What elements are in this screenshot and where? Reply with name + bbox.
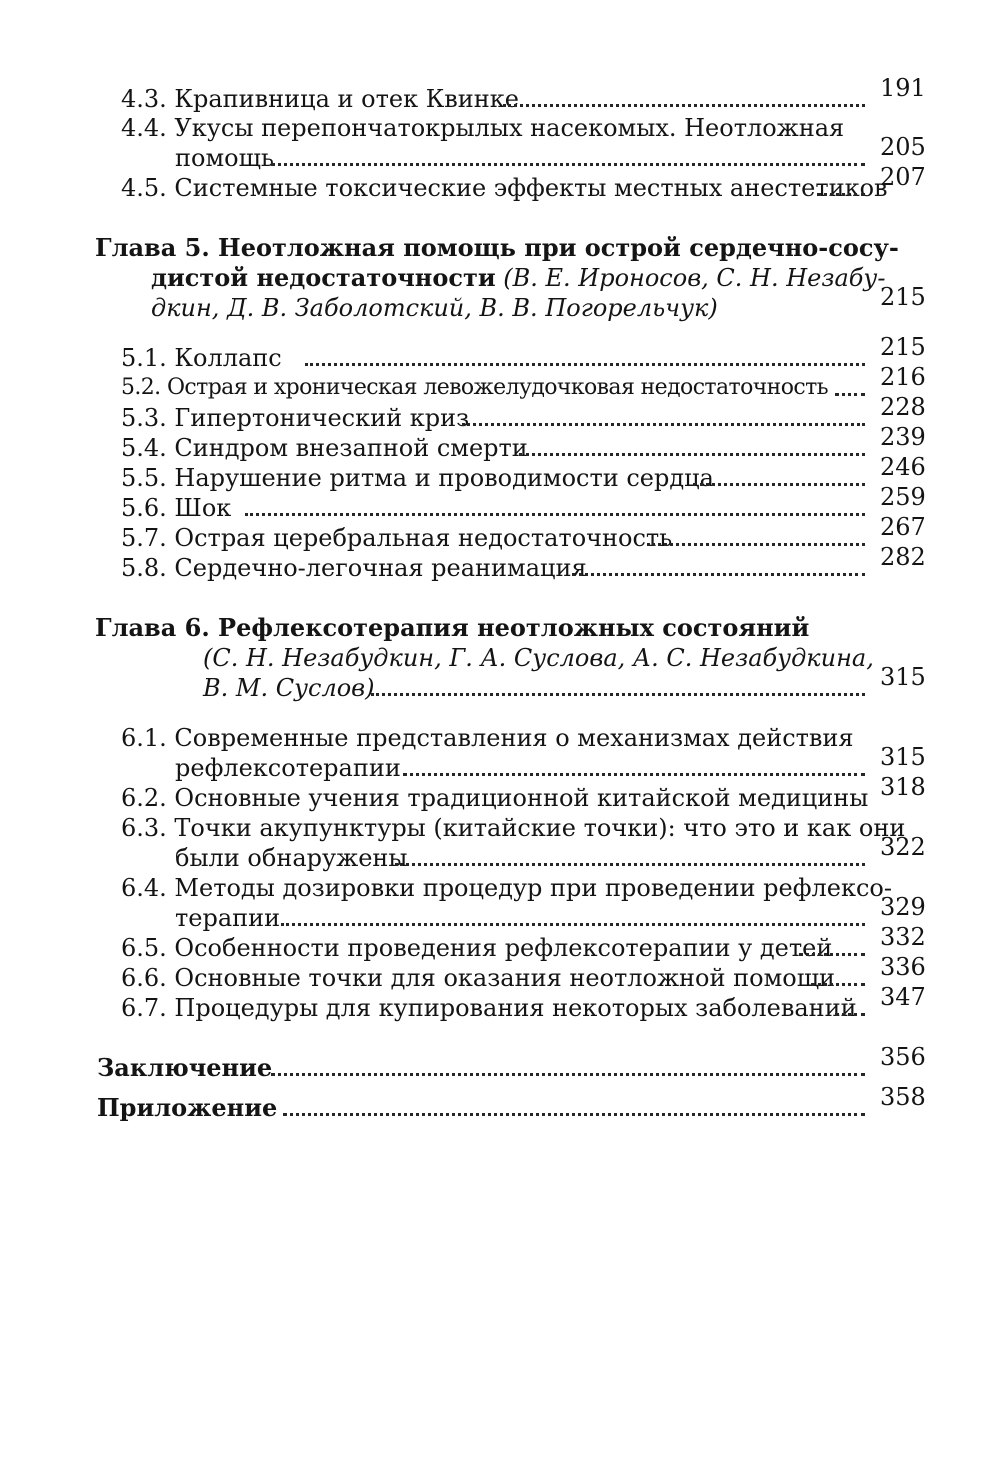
page-number: 191 (880, 74, 926, 102)
toc-entry-continuation: рефлексотерапии (175, 754, 401, 782)
toc-entry-4-3 (121, 84, 519, 114)
toc-entry-continuation: помощь (175, 144, 274, 172)
page-number: 246 (880, 453, 926, 481)
toc-entry-6-6: 6.6. Основные точки для оказания неотложной помощи (121, 964, 835, 992)
toc-entry-5-1: 5.1. Коллапс (121, 344, 282, 372)
page-number: 267 (880, 513, 926, 541)
page-number: 322 (880, 833, 926, 861)
toc-entry-appendix: Приложение (97, 1093, 278, 1122)
page-number: 347 (880, 983, 926, 1011)
toc-entry-5-3: 5.3. Гипертонический криз (121, 404, 470, 432)
toc-entry-continuation: терапии (175, 904, 281, 932)
page-number: 215 (880, 283, 926, 311)
page-number: 332 (880, 923, 926, 951)
toc-entry-6-2: 6.2. Основные учения традиционной китайской медицины (121, 784, 869, 812)
dot-leader (835, 993, 865, 1023)
dot-leader (271, 143, 865, 173)
dot-leader (245, 493, 865, 523)
dot-leader (371, 673, 865, 703)
page-number: 318 (880, 773, 926, 801)
page-number: 356 (880, 1043, 926, 1071)
chapter-6-authors: (С. Н. Незабудкин, Г. А. Суслова, А. С. Незабудкина, (203, 644, 874, 672)
toc-entry-5-5: 5.5. Нарушение ритма и проводимости сердца (121, 464, 714, 492)
toc-entry-5-4: 5.4. Синдром внезапной смерти (121, 434, 528, 462)
page-number: 315 (880, 743, 926, 771)
toc-entry-5-7: 5.7. Острая церебральная недостаточность (121, 524, 673, 552)
chapter-6-authors-line2: В. М. Суслов) (203, 674, 375, 702)
toc-entry-4-4: 4.4. Укусы перепончатокрылых насекомых. Неотложная (121, 114, 845, 142)
page-number: 207 (880, 163, 926, 191)
dot-leader (462, 403, 865, 433)
dot-leader (647, 523, 865, 553)
dot-leader (503, 84, 865, 114)
page-number: 216 (880, 363, 926, 391)
dot-leader (817, 173, 865, 203)
toc-entry-4-5: 4.5. Системные токсические эффекты местных анестетиков (121, 174, 888, 202)
page-number: 336 (880, 953, 926, 981)
dot-leader (835, 373, 865, 403)
toc-entry-5-2: 5.2. Острая и хроническая левожелудочковая недостаточность (121, 375, 829, 400)
dot-leader (519, 433, 865, 463)
dot-leader (403, 753, 865, 783)
page-number: 205 (880, 133, 926, 161)
toc-entry-5-8: 5.8. Сердечно-легочная реанимация (121, 554, 587, 582)
page-number: 259 (880, 483, 926, 511)
dot-leader (305, 343, 865, 373)
dot-leader (572, 553, 865, 583)
chapter-5-title-cont: дистой недостаточности (151, 263, 496, 292)
chapter-5-authors-line2: дкин, Д. В. Заболотский, В. В. Погорельчук) (151, 294, 718, 322)
page-number: 215 (880, 333, 926, 361)
page-number: 282 (880, 543, 926, 571)
chapter-5-title: Глава 5. Неотложная помощь при острой сердечно-сосу- (95, 233, 899, 262)
page-number: 358 (880, 1083, 926, 1111)
page-number: 239 (880, 423, 926, 451)
dot-leader (799, 933, 865, 963)
toc-entry-5-6: 5.6. Шок (121, 494, 232, 522)
toc-entry-continuation: были обнаружены (175, 844, 408, 872)
dot-leader (395, 843, 865, 873)
chapter-5-title-line2 (151, 263, 885, 293)
toc-entry-6-1: 6.1. Современные представления о механизмах действия (121, 724, 854, 752)
dot-leader (281, 903, 865, 933)
page-number: 315 (880, 663, 926, 691)
chapter-5-authors: (В. Е. Ироносов, С. Н. Незабу- (503, 264, 886, 292)
toc-entry-6-7: 6.7. Процедуры для купирования некоторых заболеваний (121, 994, 857, 1022)
dot-leader (693, 463, 865, 493)
toc-entry-6-5: 6.5. Особенности проведения рефлексотерапии у детей (121, 934, 833, 962)
dot-leader (271, 1053, 865, 1083)
toc-entry-text: 4.3. Крапивница и отек Квинке (121, 85, 520, 113)
toc-entry-6-3: 6.3. Точки акупунктуры (китайские точки): что это и как они (121, 814, 906, 842)
dot-leader (283, 1093, 865, 1123)
toc-entry-6-4: 6.4. Методы дозировки процедур при проведении рефлексо- (121, 874, 892, 902)
page-number: 228 (880, 393, 926, 421)
toc-entry-conclusion: Заключение (97, 1053, 273, 1082)
dot-leader (811, 963, 865, 993)
chapter-6-title: Глава 6. Рефлексотерапия неотложных состояний (95, 613, 810, 642)
page-number: 329 (880, 893, 926, 921)
